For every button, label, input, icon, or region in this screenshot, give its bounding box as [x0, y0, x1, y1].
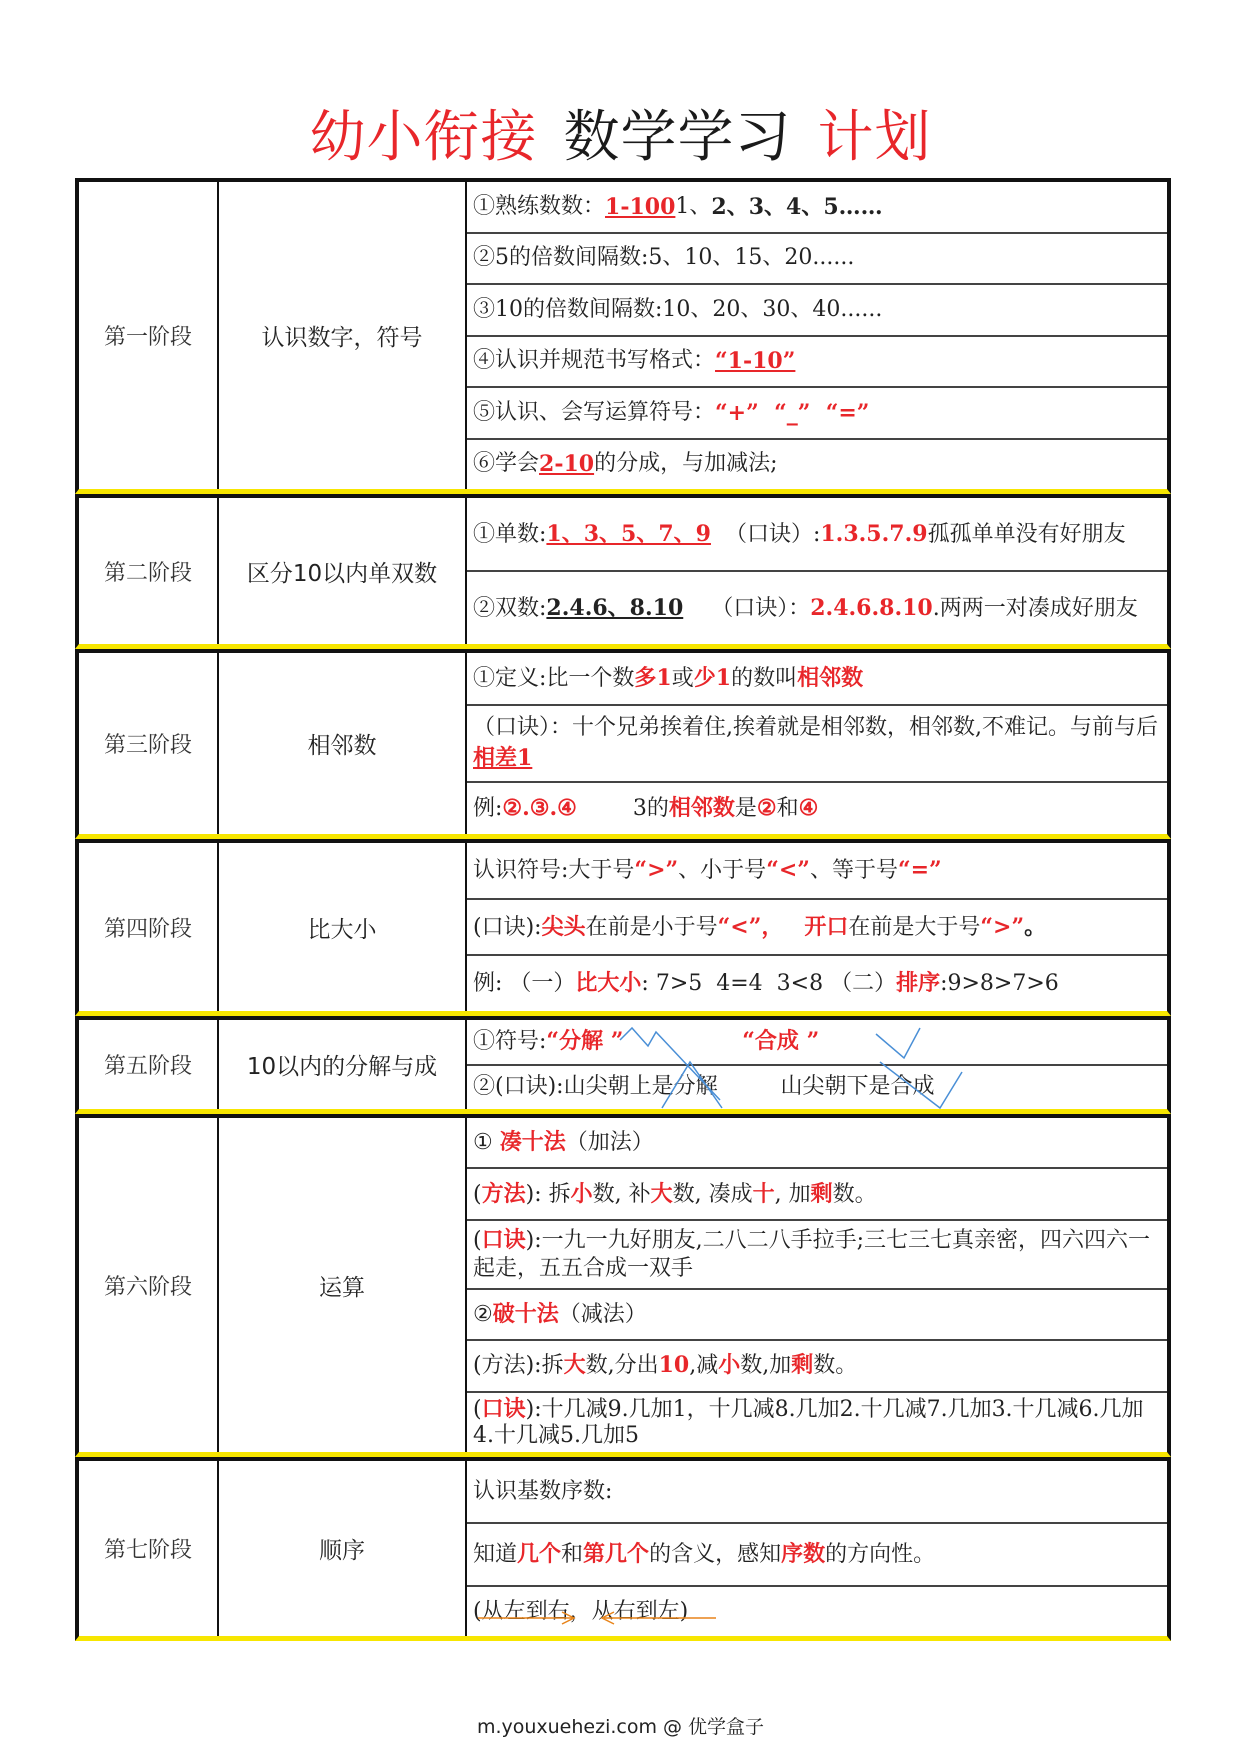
stage-label: 第四阶段	[79, 843, 219, 1011]
content-row: 知道几个和第几个的含义，感知序数的方向性。	[467, 1524, 1167, 1587]
stage-label: 第七阶段	[79, 1461, 219, 1636]
stage-topic: 顺序	[219, 1461, 467, 1636]
content-row: 认识基数序数:	[467, 1461, 1167, 1524]
content-row: ⑥学会 2-10 的分成，与加减法;	[473, 451, 778, 478]
content-row: (方法): 拆小数, 补大数, 凑成十, 加剩数。	[467, 1169, 1167, 1220]
stage-content	[467, 498, 1167, 644]
content-row: 例: （一）比大小: 7>5 4=4 3<8 （二）排序:9>8>7>6	[473, 970, 1059, 997]
content-row: ①熟练数数： 1-100 1、 2、3、4、5……	[467, 182, 1167, 234]
stage-topic: 运算	[219, 1118, 467, 1452]
stage-label: 第三阶段	[79, 653, 219, 834]
title-part-2: 数学学习	[563, 105, 792, 170]
content-row: ②双数:2.4.6、8.10 （口诀）：2.4.6.8.10.两两一对凑成好朋友	[473, 594, 1138, 621]
stage-content	[467, 653, 1167, 834]
stage-label: 第一阶段	[79, 182, 219, 489]
stage-1-section	[75, 178, 1171, 494]
page-title	[0, 98, 1241, 178]
stage-topic: 比大小	[219, 843, 467, 1011]
content-row: ②5的倍数间隔数:5、10、15、20......	[467, 234, 1167, 286]
content-row: (口诀):十几减9.几加1，十几减8.几加2.十几减7.几加3.十几减6.几加4.十几减5.几加5	[473, 1395, 1144, 1448]
stage-4-section	[75, 839, 1171, 1016]
stage-topic: 相邻数	[219, 653, 467, 834]
content-row: ①定义:比一个数多1或少1的数叫相邻数	[467, 653, 1167, 706]
content-row: (口诀):一九一九好朋友,二八二八手拉手;三七三七真亲密，四六四六一起走，五五合成一双手	[467, 1221, 1167, 1290]
title-part-1: 幼小衔接	[309, 105, 538, 170]
stage-content	[467, 843, 1167, 1011]
stage-6-section	[75, 1114, 1171, 1457]
title-part-3: 计划	[817, 105, 932, 170]
stage-5-section	[75, 1016, 1171, 1114]
content-row: ③10的倍数间隔数:10、20、30、40......	[467, 285, 1167, 337]
content-row: (口诀):尖头在前是小于号“<”， 开口在前是大于号“>”。	[467, 900, 1167, 957]
stage-7-section	[75, 1457, 1171, 1641]
stage-label: 第五阶段	[79, 1020, 219, 1109]
content-row: (从左到右，从右到左)	[473, 1598, 689, 1624]
content-row: ④认识并规范书写格式： “1-10”	[467, 337, 1167, 389]
content-row: ① 凑十法（加法）	[467, 1118, 1167, 1169]
content-row: ①单数:1、3、5、7、9 （口诀）:1.3.5.7.9孤孤单单没有好朋友	[467, 498, 1167, 572]
content-row: ②(口诀):山尖朝上是分解 山尖朝下是合成	[473, 1074, 935, 1100]
content-row: 例:②.③.④ 3的相邻数是②和④	[473, 795, 819, 822]
footer-watermark: m.youxuehezi.com @ 优学盒子	[476, 1716, 765, 1738]
content-row: ⑤认识、会写运算符号： “+” “_” “=”	[467, 388, 1167, 440]
content-row: ②破十法（减法）	[467, 1290, 1167, 1341]
stage-content	[467, 1118, 1167, 1452]
content-row: 认识符号:大于号“>”、小于号“<”、等于号“=”	[467, 843, 1167, 900]
stage-label: 第二阶段	[79, 498, 219, 644]
stage-content	[467, 182, 1167, 489]
stage-topic: 10以内的分解与成	[219, 1020, 467, 1109]
stage-3-section	[75, 649, 1171, 839]
stage-label: 第六阶段	[79, 1118, 219, 1452]
stage-content	[467, 1020, 1167, 1109]
stage-2-section	[75, 494, 1171, 649]
content-row: ①符号:“分解 ” “合成 ”	[467, 1020, 1167, 1066]
stage-content	[467, 1461, 1167, 1636]
stage-topic: 区分10以内单双数	[219, 498, 467, 644]
content-row: （口诀）：十个兄弟挨着住,挨着就是相邻数，相邻数,不难记。与前与后相差1	[467, 706, 1167, 784]
stage-topic: 认识数字，符号	[219, 182, 467, 489]
content-row: (方法):拆大数,分出10,减小数,加剩数。	[467, 1341, 1167, 1392]
